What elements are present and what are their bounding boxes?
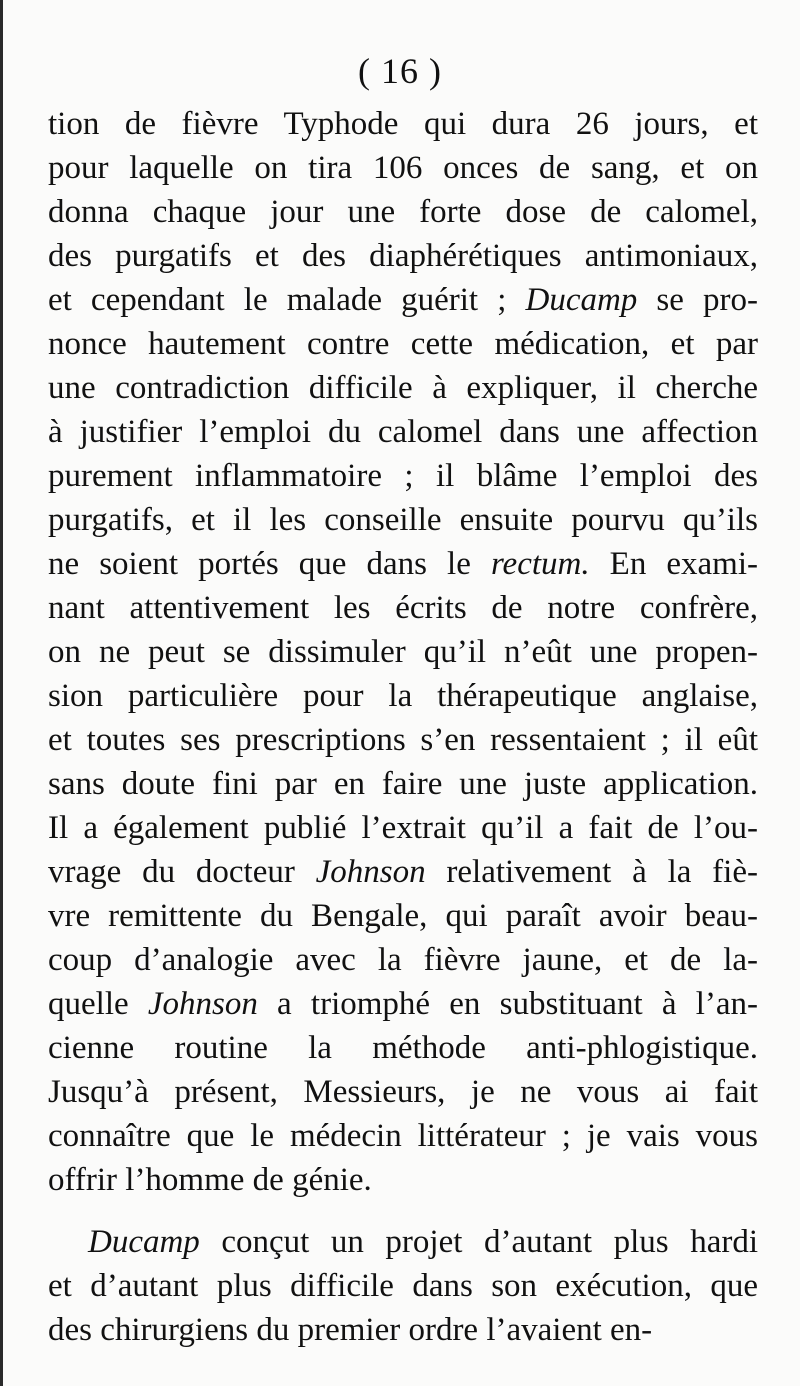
text-line [48,366,758,410]
text-run: connaître que le médecin littérateur ; je vais vous [48,1118,758,1154]
text-line [48,850,758,894]
text-line [48,410,758,454]
text-run: purement inflammatoire ; il blâme l’emploi des [48,458,758,494]
paragraph-gap [48,1202,758,1220]
text-line [48,586,758,630]
text-line [48,1264,758,1308]
text-run: sion particulière pour la thérapeutique anglaise, [48,678,758,714]
text-line [48,1220,758,1264]
text-line [48,1158,758,1202]
text-run: et cependant le malade guérit ; [48,282,526,318]
text-run: quelle [48,986,148,1022]
text-run: une contradiction difficile à expliquer, il cherche [48,370,758,406]
text-line [48,762,758,806]
italic-text: Johnson [147,986,258,1022]
text-run: tion de fièvre Typhode qui dura 26 jours, et [48,106,758,142]
text-run: des purgatifs et des diaphérétiques antimoniaux, [48,238,758,274]
italic-text: Ducamp [88,1224,200,1260]
text-run: cienne routine la méthode anti-phlogistique. [48,1030,758,1066]
text-line [48,322,758,366]
text-run: vre remittente du Bengale, qui paraît avoir beau- [48,898,758,934]
text-run: se pro- [637,282,759,318]
text-run: Jusqu’à présent, Messieurs, je ne vous ai fait [48,1074,758,1110]
text-run: offrir l’homme de génie. [48,1162,372,1198]
body-text [48,102,758,1352]
text-line [48,938,758,982]
italic-text: Johnson [315,854,426,890]
text-line [48,278,758,322]
text-line [48,1070,758,1114]
text-line [48,806,758,850]
page-number: ( 16 ) [358,51,442,91]
text-run: Il a également publié l’extrait qu’il a fait de l’ou- [48,810,758,846]
text-line [48,542,758,586]
text-line [48,1308,758,1352]
text-run: a triomphé en substituant à l’an- [257,986,758,1022]
text-run: et d’autant plus difficile dans son exécution, que [48,1268,758,1304]
text-line [48,982,758,1026]
text-run: relativement à la fiè- [425,854,758,890]
text-run: conçut un projet d’autant plus hardi [199,1224,758,1260]
text-line [48,1114,758,1158]
text-run: nant attentivement les écrits de notre confrère, [48,590,758,626]
page-edge-shadow [0,0,3,1386]
text-run: à justifier l’emploi du calomel dans une affection [48,414,758,450]
text-line [48,894,758,938]
text-run: coup d’analogie avec la fièvre jaune, et de la- [48,942,758,978]
text-line [48,454,758,498]
text-run: ne soient portés que dans le [48,546,491,582]
italic-text: rectum. [490,546,590,582]
text-run: pour laquelle on tira 106 onces de sang, et on [48,150,758,186]
text-run: purgatifs, et il les conseille ensuite pourvu qu’ils [48,502,758,538]
text-line [48,102,758,146]
text-run: nonce hautement contre cette médication, et par [48,326,758,362]
text-line [48,1026,758,1070]
text-line [48,190,758,234]
text-line [48,718,758,762]
text-line [48,146,758,190]
text-line [48,498,758,542]
text-line [48,630,758,674]
text-line [48,234,758,278]
text-run: sans doute fini par en faire une juste application. [48,766,758,802]
text-run: En exami- [589,546,759,582]
text-run: et toutes ses prescriptions s’en ressentaient ; il eût [48,722,758,758]
text-run: donna chaque jour une forte dose de calomel, [48,194,758,230]
text-run: on ne peut se dissimuler qu’il n’eût une propen- [48,634,758,670]
text-line [48,674,758,718]
text-run: vrage du docteur [48,854,316,890]
text-run: des chirurgiens du premier ordre l’avaient en- [48,1312,653,1348]
italic-text: Ducamp [525,282,638,318]
